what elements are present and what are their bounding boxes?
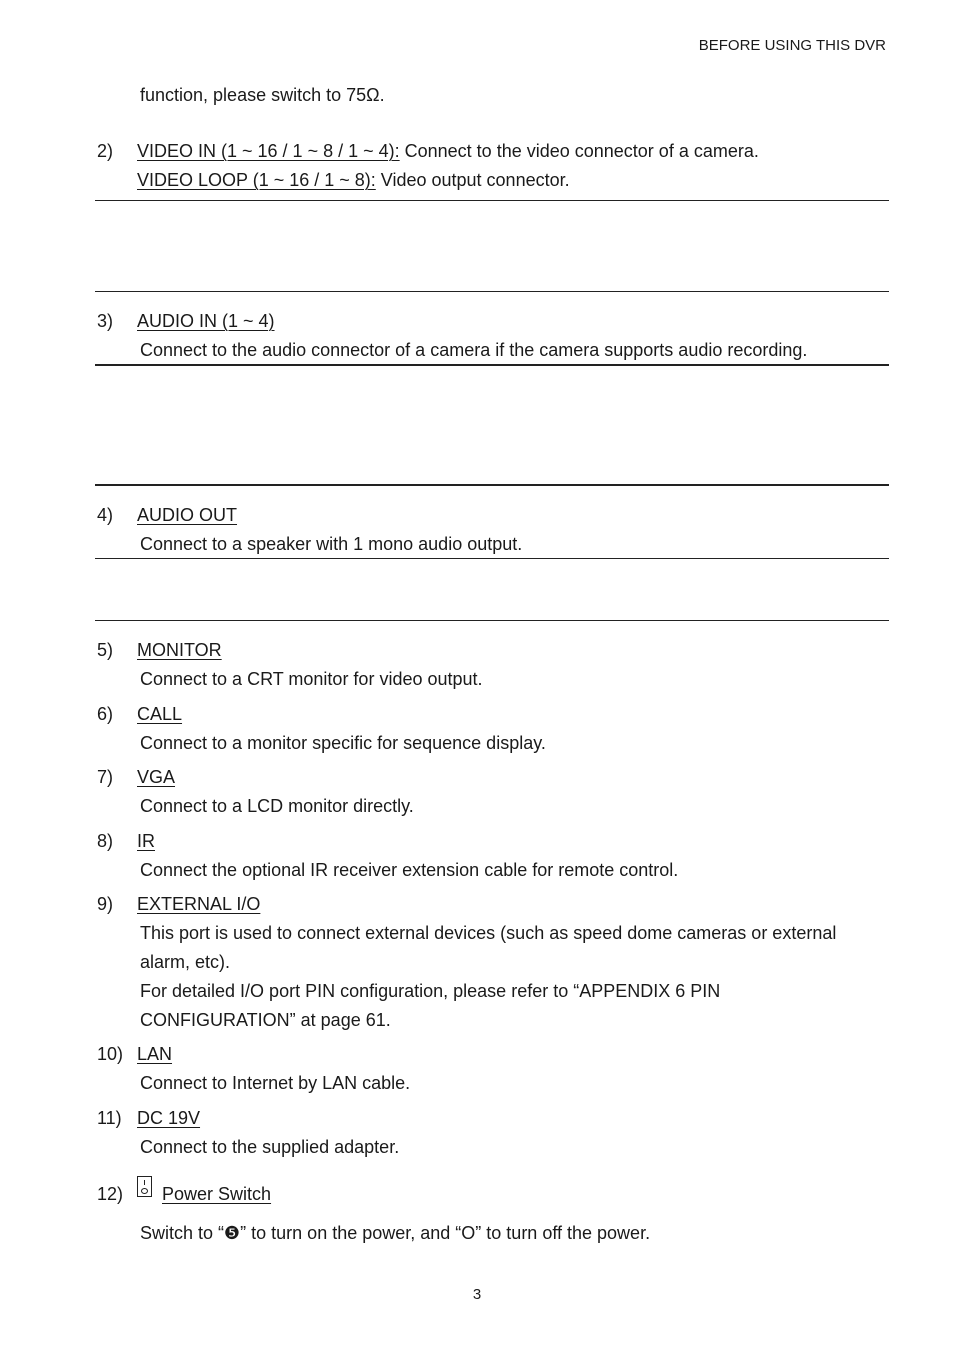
item-title: AUDIO OUT: [137, 505, 238, 525]
item-desc: Connect the optional IR receiver extension cable for remote control.: [140, 860, 679, 880]
divider: [95, 558, 889, 559]
item-title: CALL: [137, 704, 183, 724]
divider: [95, 620, 889, 621]
power-switch-icon: [137, 1176, 152, 1197]
page-header: BEFORE USING THIS DVR: [698, 37, 886, 54]
item-title: VGA: [137, 767, 176, 787]
item-title: LAN: [137, 1044, 173, 1064]
item-number: 9): [97, 894, 114, 914]
item-desc-line: alarm, etc).: [140, 952, 231, 972]
item-number: 2): [97, 141, 114, 161]
item-desc: Connect to a LCD monitor directly.: [140, 796, 414, 816]
item-desc: Connect to the supplied adapter.: [140, 1137, 400, 1157]
item-desc-line: CONFIGURATION” at page 61.: [140, 1010, 391, 1030]
item-title: AUDIO IN (1 ~ 4): [137, 311, 275, 331]
divider: [95, 291, 889, 292]
item-number: 6): [97, 704, 114, 724]
item-number: 3): [97, 311, 114, 331]
item-video-loop: [137, 171, 570, 189]
item-title: VIDEO IN (1 ~ 16 / 1 ~ 8 / 1 ~ 4):: [137, 141, 400, 161]
divider: [95, 200, 889, 201]
item-number: 4): [97, 505, 114, 525]
item-inline-desc: Video output connector.: [375, 170, 570, 190]
item-desc: Connect to Internet by LAN cable.: [140, 1073, 411, 1093]
item-number: 12): [97, 1184, 124, 1204]
item-inline-desc: Connect to the video connector of a camera.: [399, 141, 759, 161]
item-desc: Switch to “❺” to turn on the power, and “O” to turn off the power.: [140, 1223, 651, 1243]
item-number: 8): [97, 831, 114, 851]
item-title: DC 19V: [137, 1108, 201, 1128]
item-number: 7): [97, 767, 114, 787]
power-off-mark: [141, 1188, 148, 1194]
item-title: Power Switch: [162, 1184, 272, 1204]
item-title: MONITOR: [137, 640, 222, 660]
item-number: 5): [97, 640, 114, 660]
divider: [95, 364, 889, 366]
item-desc: Connect to the audio connector of a camera if the camera supports audio recording.: [140, 340, 808, 360]
item-desc: Connect to a monitor specific for sequence display.: [140, 733, 546, 753]
power-on-mark: [144, 1180, 145, 1185]
item-title: EXTERNAL I/O: [137, 894, 261, 914]
item-video-in: [137, 142, 759, 160]
item-number: 11): [97, 1108, 122, 1128]
item-desc: Connect to a speaker with 1 mono audio output.: [140, 534, 523, 554]
divider: [95, 484, 889, 486]
page-number: 3: [472, 1286, 482, 1303]
item-desc-line: This port is used to connect external devices (such as speed dome cameras or external: [140, 923, 837, 943]
intro-text: function, please switch to 75Ω.: [140, 85, 385, 105]
item-title: VIDEO LOOP (1 ~ 16 / 1 ~ 8):: [137, 170, 376, 190]
item-title: IR: [137, 831, 155, 851]
item-number: 10): [97, 1044, 124, 1064]
item-desc: Connect to a CRT monitor for video output.: [140, 669, 483, 689]
item-desc-line: For detailed I/O port PIN configuration, please refer to “APPENDIX 6 PIN: [140, 981, 721, 1001]
